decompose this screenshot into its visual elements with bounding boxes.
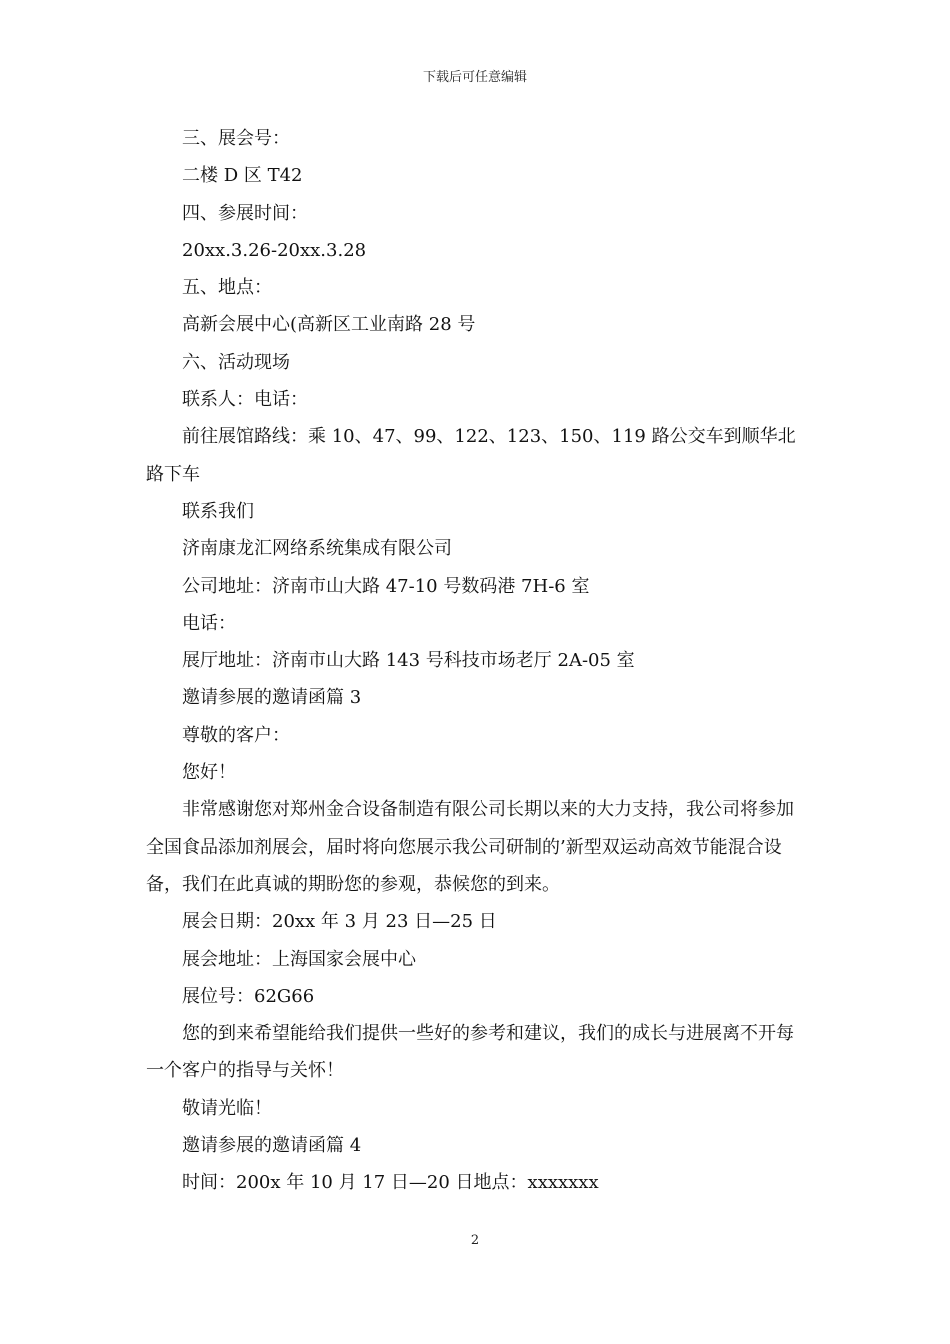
page-header-note: 下载后可任意编辑 — [422, 70, 527, 85]
paragraph: 20xx.3.26-20xx.3.28 — [182, 239, 367, 261]
document-body — [146, 120, 810, 1202]
paragraph: 高新会展中心(高新区工业南路 28 号 — [182, 314, 476, 336]
paragraph: 展厅地址：济南市山大路 143 号科技市场老厅 2A-05 室 — [182, 650, 635, 672]
paragraph: 二楼 D 区 T42 — [182, 165, 303, 187]
paragraph: 联系人：电话： — [182, 389, 308, 411]
paragraph: 联系我们 — [182, 500, 254, 522]
paragraph: 邀请参展的邀请函篇 3 — [182, 687, 362, 709]
paragraph: 展位号：62G66 — [182, 985, 315, 1007]
paragraph: 您的到来希望能给我们提供一些好的参考和建议，我们的成长与进展离不开每一个客户的指导与关怀！ — [146, 1023, 794, 1082]
paragraph: 时间：200x 年 10 月 17 日—20 日地点：xxxxxxx — [182, 1172, 599, 1194]
paragraph: 邀请参展的邀请函篇 4 — [182, 1135, 362, 1157]
paragraph: 非常感谢您对郑州金合设备制造有限公司长期以来的大力支持，我公司将参加全国食品添加剂展会，届时将向您展示我公司研制的’新型双运动高效节能混合设备，我们在此真诚的期盼您的参观，恭候您的到来。 — [146, 799, 794, 895]
paragraph: 三、展会号： — [182, 128, 290, 149]
paragraph: 尊敬的客户： — [182, 724, 290, 746]
paragraph: 前往展馆路线：乘 10、47、99、122、123、150、119 路公交车到顺华北路下车 — [146, 426, 796, 485]
paragraph: 展会地址：上海国家会展中心 — [182, 948, 416, 970]
paragraph: 六、活动现场 — [182, 351, 290, 373]
page-number: 2 — [470, 1233, 480, 1248]
paragraph: 电话： — [182, 612, 236, 634]
paragraph: 展会日期：20xx 年 3 月 23 日—25 日 — [182, 911, 497, 933]
paragraph: 您好！ — [182, 762, 236, 784]
paragraph: 四、参展时间： — [182, 202, 308, 224]
paragraph: 济南康龙汇网络系统集成有限公司 — [182, 538, 452, 560]
paragraph: 敬请光临！ — [182, 1097, 272, 1119]
paragraph: 五、地点： — [182, 277, 272, 299]
paragraph: 公司地址：济南市山大路 47-10 号数码港 7H-6 室 — [182, 575, 590, 597]
